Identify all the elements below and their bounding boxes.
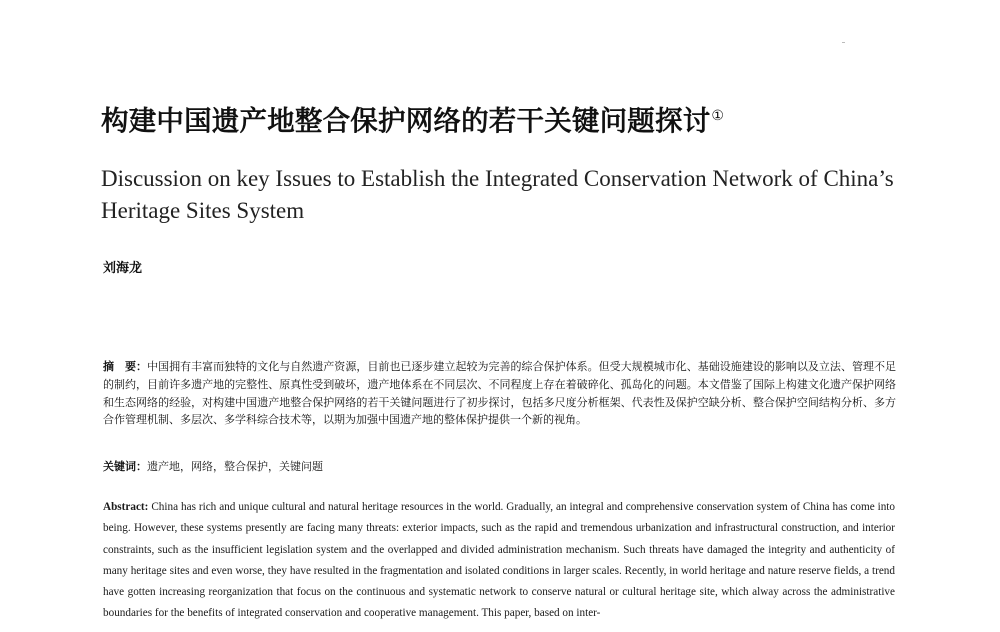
title-footnote-marker: ① xyxy=(711,107,725,124)
english-abstract-text: China has rich and unique cultural and natural heritage resources in the world. Gradually, an integral and comprehensive conservation system of China has come into being. However, these systems presently are facing many threats: exterior impacts, such as the rapid and tremendous urbanization and infrastructural construction, and interior constraints, such as the insufficient legislation system and the overlapped and divided administration mechanism. Such threats have damaged the integrity and authenticity of many heritage sites and even worse, they have resulted in the fragmentation and isolated conditions in larger scales. Recently, in world heritage and nature reserve fields, a trend have gotten increasing reorganization that focus on the continuous and systematic network to conserve natural or cultural heritage site, which alway across the administrative boundaries for the benefits of integrated conservation and cooperative management. This paper, based on inter- xyxy=(103,501,896,620)
chinese-keywords-text: 遗产地，网络，整合保护，关键问题 xyxy=(147,460,323,473)
chinese-abstract xyxy=(103,358,896,429)
author-name: 刘海龙 xyxy=(103,261,143,276)
chinese-abstract-text: 中国拥有丰富而独特的文化与自然遗产资源，目前也已逐步建立起较为完善的综合保护体系。但受大规模城市化、基础设施建设的影响以及立法、管理不足的制约，目前许多遗产地的完整性、原真性受到破坏，遗产地体系在不同层次、不同程度上存在着破碎化、孤岛化的问题。本文借鉴了国际上构建文化遗产保护网络和生态网络的经验，对构建中国遗产地整合保护网络的若干关键问题进行了初步探讨，包括多尺度分析框架、代表性及保护空缺分析、整合保护空间结构分析、多方合作管理机制、多层次、多学科综合技术等，以期为加强中国遗产地的整体保护提供一个新的视角。 xyxy=(103,360,897,427)
english-abstract xyxy=(103,497,895,625)
chinese-abstract-label: 摘 要： xyxy=(103,360,148,373)
scan-speck xyxy=(842,42,845,43)
chinese-keywords-label: 关键词： xyxy=(103,460,147,473)
english-abstract-label: Abstract: xyxy=(103,501,149,513)
chinese-keywords xyxy=(103,458,896,475)
english-title: Discussion on key Issues to Establish the Integrated Conservation Network of China’s Heritage Sites System xyxy=(101,166,894,223)
chinese-title-text: 构建中国遗产地整合保护网络的若干关键问题探讨 xyxy=(101,105,711,137)
chinese-title xyxy=(101,98,724,138)
